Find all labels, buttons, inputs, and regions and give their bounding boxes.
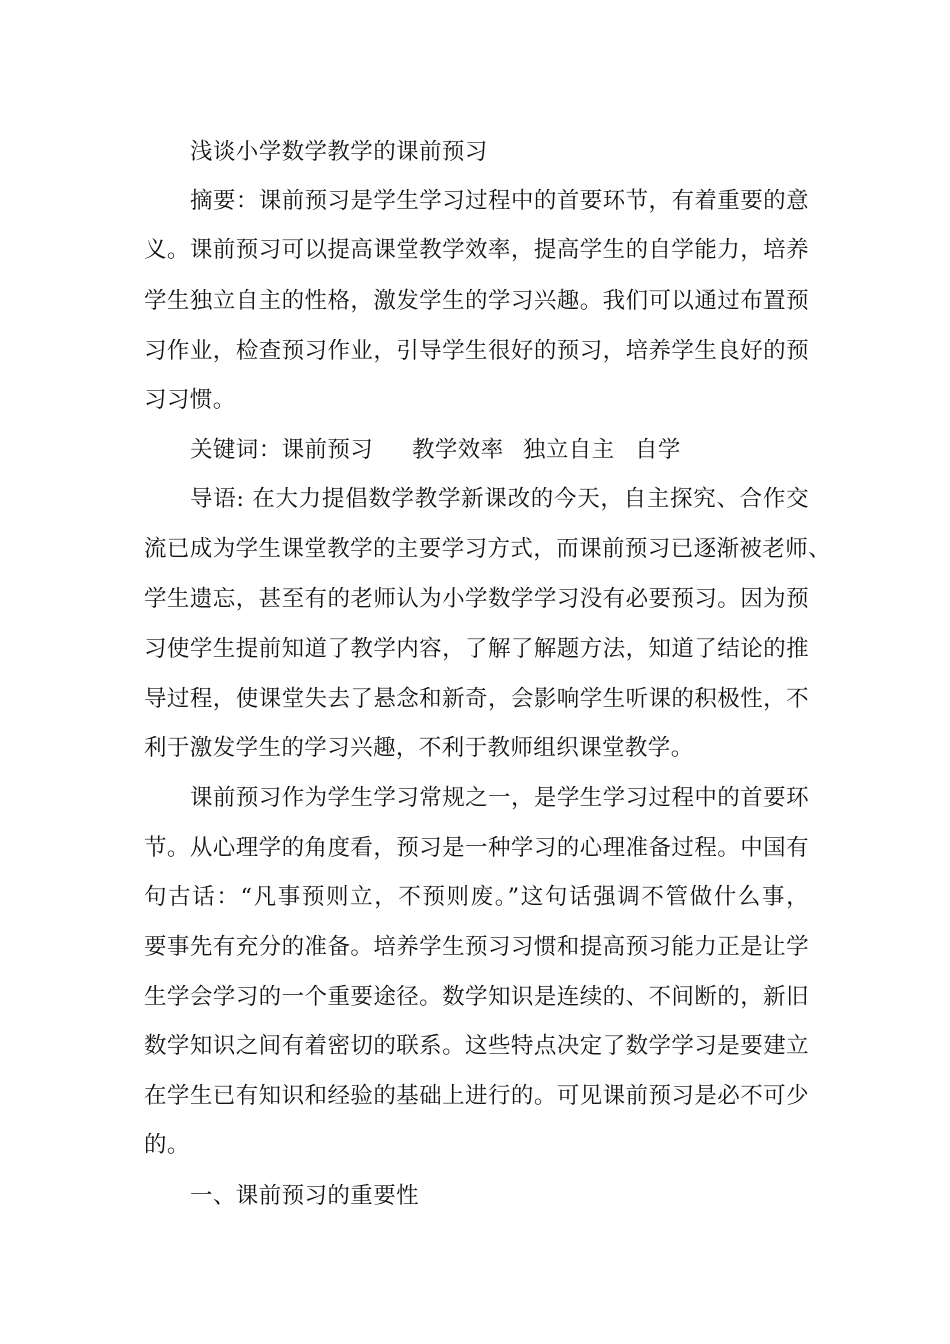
body-line: 句古话：“凡事预则立，不预则废。”这句话强调不管做什么事， xyxy=(144,884,809,910)
intro-line: 利于激发学生的学习兴趣，不利于教师组织课堂教学。 xyxy=(144,735,694,761)
keyword-item: 教学效率 xyxy=(412,437,504,463)
intro-line: 习使学生提前知道了教学内容，了解了解题方法，知道了结论的推 xyxy=(144,636,809,662)
body-line: 节。从心理学的角度看，预习是一种学习的心理准备过程。中国有 xyxy=(144,835,809,861)
keyword-item: 独立自主 xyxy=(523,437,615,463)
intro-line: 学生遗忘，甚至有的老师认为小学数学学习没有必要预习。因为预 xyxy=(144,586,809,612)
document-title: 浅谈小学数学教学的课前预习 xyxy=(190,139,488,165)
intro-line: 导语: 在大力提倡数学教学新课改的今天，自主探究、合作交 xyxy=(190,486,809,512)
abstract-line: 学生独立自主的性格，激发学生的学习兴趣。我们可以通过布置预 xyxy=(144,288,809,314)
body-line: 的。 xyxy=(144,1132,190,1158)
keywords-label: 关键词：课前预习 xyxy=(190,437,374,463)
intro-line: 流已成为学生课堂教学的主要学习方式，而课前预习已逐渐被老师、 xyxy=(144,536,832,562)
keyword-item: 自学 xyxy=(635,437,681,463)
intro-line: 导过程，使课堂失去了悬念和新奇，会影响学生听课的积极性，不 xyxy=(144,686,809,712)
body-line: 要事先有充分的准备。培养学生预习习惯和提高预习能力正是让学 xyxy=(144,934,809,960)
body-line: 在学生已有知识和经验的基础上进行的。可见课前预习是必不可少 xyxy=(144,1083,809,1109)
abstract-line: 摘要：课前预习是学生学习过程中的首要环节，有着重要的意 xyxy=(190,188,809,214)
body-line: 课前预习作为学生学习常规之一，是学生学习过程中的首要环 xyxy=(190,785,809,811)
section-heading: 一、课前预习的重要性 xyxy=(190,1183,420,1209)
abstract-line: 习作业，检查预习作业，引导学生很好的预习，培养学生良好的预 xyxy=(144,338,809,364)
abstract-line: 习习惯。 xyxy=(144,387,236,413)
body-line: 生学会学习的一个重要途径。数学知识是连续的、不间断的，新旧 xyxy=(144,984,809,1010)
body-line: 数学知识之间有着密切的联系。这些特点决定了数学学习是要建立 xyxy=(144,1033,809,1059)
abstract-line: 义。课前预习可以提高课堂教学效率，提高学生的自学能力，培养 xyxy=(144,237,809,263)
